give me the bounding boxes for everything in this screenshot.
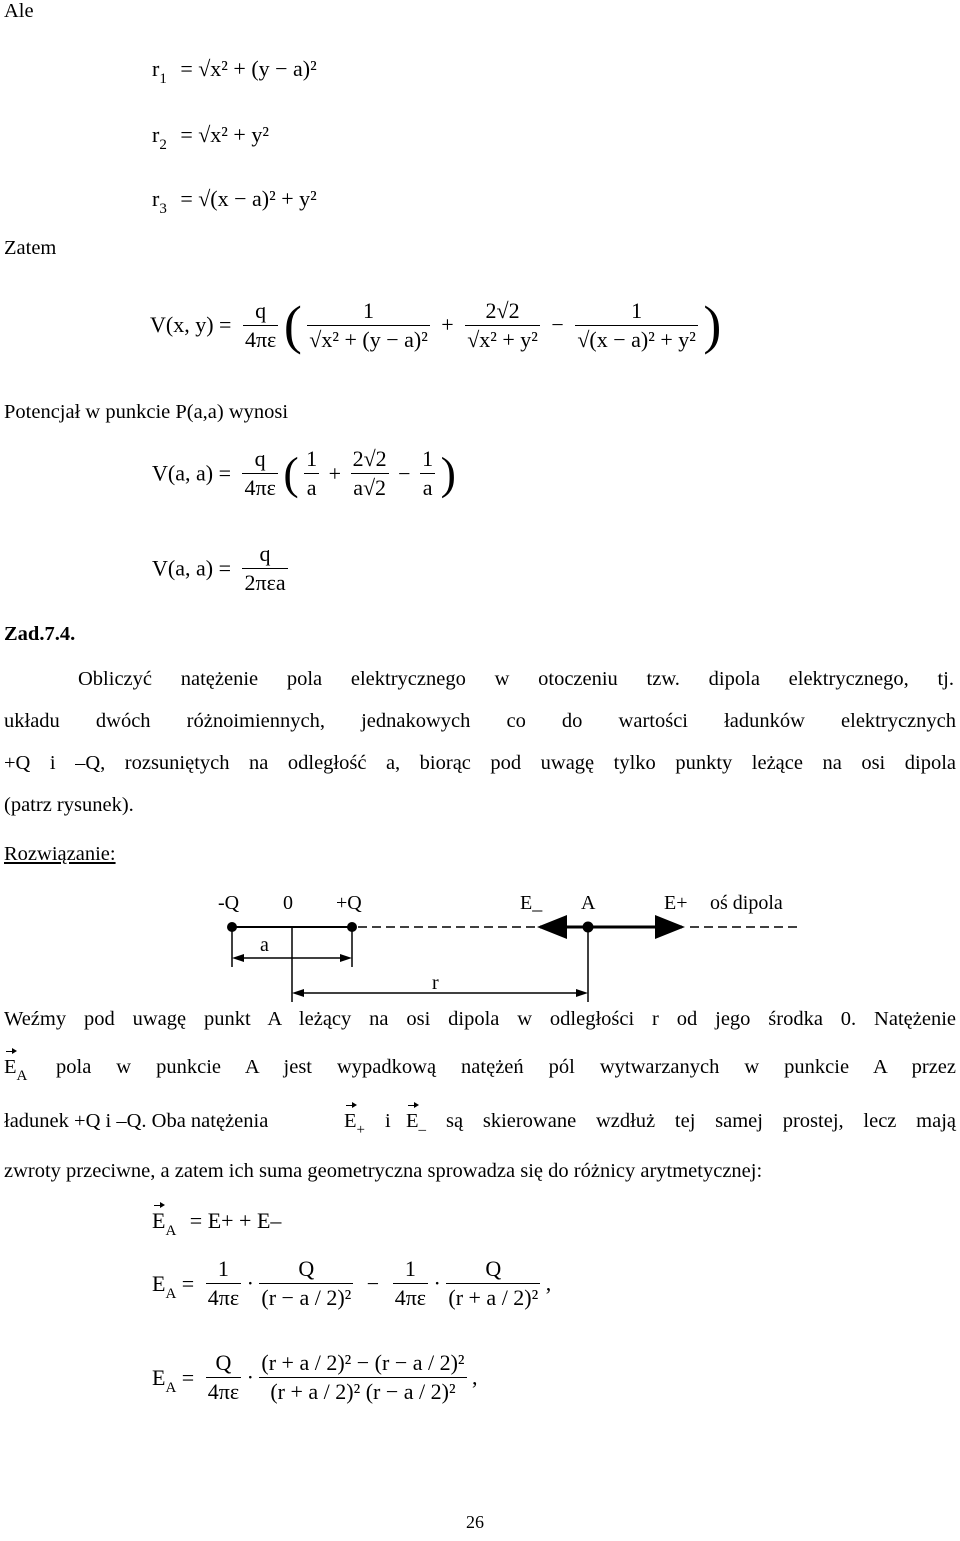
label-e-plus: E+ — [664, 892, 688, 914]
potential-text: Potencjał w punkcie P(a,a) wynosi — [4, 401, 289, 423]
ale-text: Ale — [4, 0, 34, 22]
body-line-2: pola w punkcie A jest wypadkową natężeń pól wytwarzanych w punkcie A przez — [56, 1056, 956, 1078]
task-line-3: +Q i –Q, rozsuniętych na odległość a, biorąc pod uwagę tylko punkty leżące na osi dipola — [4, 752, 956, 774]
eq-ea-expanded: $E_A$ = $\frac{1}{4\pi\varepsilon}$ · $\frac{Q}{\text{(r − a / 2)²}}$ − $\frac{1}{4\pi\varepsilon}$ · $\frac{Q}{\text{(r + a / 2)²}}$ , — [152, 1256, 552, 1310]
eq-r2: $r_2 = √x^2 + y^2$ — [152, 122, 269, 153]
body-line-4: zwroty przeciwne, a zatem ich suma geometryczna sprowadza się do różnicy arytmetycznej: — [4, 1160, 763, 1182]
dipole-figure — [200, 885, 820, 1010]
label-axis: oś dipola — [710, 892, 783, 914]
solution-heading: Rozwiązanie: — [4, 843, 116, 865]
label-plus-q: +Q — [336, 892, 362, 914]
zatem-text: Zatem — [4, 237, 57, 259]
vector-e-minus-inline: $E_-$ — [406, 1110, 427, 1138]
label-zero: 0 — [283, 892, 293, 914]
eq-ea-vector-sum: $E_A = E+ + E-$ — [152, 1208, 282, 1239]
eq-potential-xy: V(x, y) = $\frac{q}{4\pi\varepsilon}$ ( $\frac{1}{\text{√x² + (y − a)²}}$ + $\frac{2√2}{\text{√x² + y²}}$ − $\frac{1}{\text{√(x − a)² + y²}}$ ) — [150, 295, 722, 355]
eq-potential-aa-2: V(a, a) = $\frac{q}{\text{2πεa}}$ — [152, 541, 286, 595]
eq-r1: $r_1 = √x^2 + (y - a)^2$ — [152, 56, 317, 87]
vector-ea-inline: $E_A$ — [4, 1056, 28, 1084]
eq-r3: $r_3 = √(x - a)^2 + y^2$ — [152, 186, 317, 217]
body-line-3a: ładunek +Q i –Q. Oba natężenia — [4, 1110, 269, 1132]
label-a-point: A — [581, 892, 596, 914]
task-line-1: Obliczyć natężenie pola elektrycznego w otoczeniu tzw. dipola elektrycznego, tj. — [78, 668, 954, 690]
body-line-1: Weźmy pod uwagę punkt A leżący na osi dipola w odległości r od jego środka 0. Natężenie — [4, 1008, 956, 1030]
vector-e-plus-inline: $E_+$ — [344, 1110, 365, 1138]
task-line-2: układu dwóch różnoimiennych, jednakowych co do wartości ładunków elektrycznych — [4, 710, 956, 732]
eq-ea-combined: $E_A$ = $\frac{Q}{4\pi\varepsilon}$ · $\frac{\text{(r + a / 2)² − (r − a / 2)²}}{\text{(r + a / 2)² (r − a / 2)²}}$ , — [152, 1350, 478, 1404]
page-number: 26 — [466, 1512, 484, 1532]
eq-potential-aa-1: V(a, a) = $\frac{q}{4\pi\varepsilon}$ ( $\frac{1}{a}$ + $\frac{2√2}{a√2}$ − $\frac{1}{a}$ ) — [152, 446, 456, 500]
label-e-minus: E_ — [520, 892, 543, 914]
body-line-3b: i — [385, 1110, 391, 1132]
label-r-dimension: r — [432, 972, 439, 994]
label-minus-q: -Q — [218, 892, 240, 914]
label-a-dimension: a — [260, 934, 269, 956]
task-line-4: (patrz rysunek). — [4, 794, 134, 816]
task-number: Zad.7.4. — [4, 623, 76, 645]
body-line-3c: są skierowane wzdłuż tej samej prostej, lecz mają — [446, 1110, 956, 1132]
